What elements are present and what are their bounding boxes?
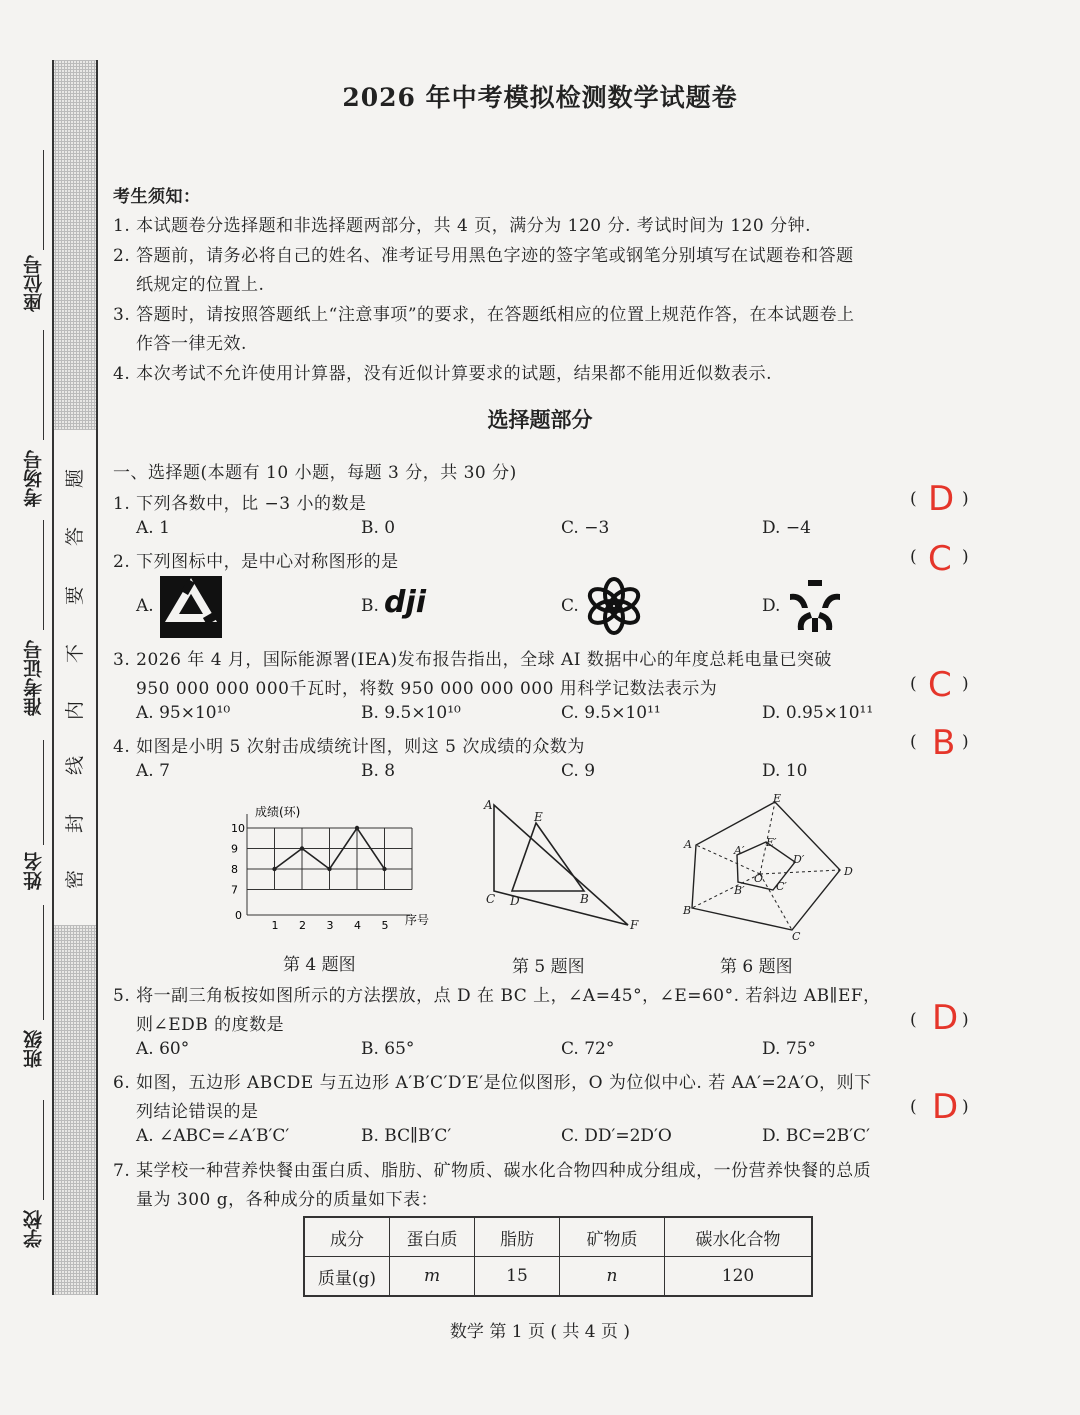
notice-line: 纸规定的位置上. [136, 275, 265, 295]
answer-paren: ) [962, 674, 969, 694]
fig4-point [327, 867, 331, 871]
fig5-label: A [484, 798, 493, 812]
answer-paren: ( [910, 547, 917, 567]
figure-6-pentagons [680, 790, 860, 945]
option: A. 95×10¹⁰ [136, 703, 231, 723]
answer-paren: ) [962, 732, 969, 752]
figure-4-line-chart [225, 800, 440, 935]
figure-caption: 第 6 题图 [720, 957, 793, 977]
seal-char: 密 [64, 869, 87, 890]
option: C. [561, 596, 579, 616]
fig5-label: B [580, 892, 589, 906]
question-stem: 3. 2026 年 4 月，国际能源署(IEA)发布报告指出，全球 AI 数据中心的年度总耗电量已突破 [113, 650, 832, 670]
seat-rule [43, 150, 44, 250]
option: C. −3 [561, 518, 610, 538]
option: C. DD′=2D′O [561, 1126, 672, 1146]
notice-line: 4. 本次考试不允许使用计算器，没有近似计算要求的试题，结果都不能用近似数表示. [113, 364, 773, 384]
seal-char: 要 [64, 585, 87, 606]
fig4-y-tick: 0 [235, 909, 242, 922]
option: B. [361, 596, 379, 616]
binding-line [52, 60, 54, 1295]
table-row [304, 1257, 812, 1297]
nutrition-table [303, 1216, 813, 1297]
fig5-label: C [486, 892, 496, 906]
figure-caption: 第 5 题图 [512, 957, 585, 977]
fig5-label: E [534, 810, 543, 824]
answer-paren: ( [910, 732, 917, 752]
option: A. ∠ABC=∠A′B′C′ [136, 1126, 290, 1146]
question-stem: 则∠EDB 的度数是 [136, 1015, 285, 1035]
binding-pattern-bottom [52, 925, 98, 1295]
table-header-cell: 蛋白质 [390, 1217, 475, 1257]
part-heading: 一、选择题(本题有 10 小题，每题 3 分，共 30 分) [113, 463, 517, 483]
option: B. 9.5×10¹⁰ [361, 703, 461, 723]
seat-number-label: 座位号 [23, 255, 45, 312]
table-cell: 120 [665, 1257, 813, 1297]
option: C. 72° [561, 1039, 615, 1059]
fig4-point [272, 867, 276, 871]
fig4-x-tick: 3 [326, 919, 334, 932]
fig4-y-tick: 7 [231, 883, 238, 897]
seal-char: 答 [64, 526, 87, 547]
answer-paren: ( [910, 489, 917, 509]
option: C. 9.5×10¹¹ [561, 703, 661, 723]
question-stem: 2. 下列图标中，是中心对称图形的是 [113, 552, 399, 572]
fig6-label: B [683, 904, 692, 917]
table-cell: n [560, 1257, 665, 1297]
question-stem: 1. 下列各数中，比 −3 小的数是 [113, 494, 367, 514]
table-header-cell: 碳水化合物 [665, 1217, 813, 1257]
binding-line-inner [96, 60, 98, 1295]
question-stem: 5. 将一副三角板按如图所示的方法摆放，点 D 在 BC 上，∠A=45°，∠E=60°. 若斜边 AB∥EF， [113, 986, 881, 1006]
handwritten-answer: B [932, 723, 956, 763]
fig4-y-tick: 10 [231, 822, 245, 835]
exam-room-label: 考场号 [23, 450, 45, 507]
notice-line: 3. 答题时，请按照答题纸上“注意事项”的要求，在答题纸相应的位置上规范作答，在本试题卷上 [113, 305, 855, 325]
page-title: 2026 年中考模拟检测数学试题卷 [342, 83, 738, 112]
handwritten-answer: D [928, 479, 955, 519]
school-label: 学校 [23, 1210, 45, 1248]
question-stem: 6. 如图，五边形 ABCDE 与五边形 A′B′C′D′E′是位似图形，O 为位似中心. 若 AA′=2A′O，则下 [113, 1073, 872, 1093]
school-rule [43, 1100, 44, 1200]
option: D. 75° [762, 1039, 816, 1059]
answer-paren: ) [962, 1010, 969, 1030]
fig4-x-tick: 4 [354, 919, 361, 932]
fig6-label: D′ [793, 853, 805, 866]
ticket-number-label: 准考证号 [23, 640, 45, 716]
fig4-point [355, 826, 359, 830]
fig4-y-label: 成绩(环) [255, 805, 301, 819]
page-footer: 数学 第 1 页 ( 共 4 页 ) [449, 1322, 631, 1342]
question-stem: 量为 300 g，各种成分的质量如下表： [136, 1190, 439, 1210]
fig4-point [300, 846, 304, 850]
option: B. 8 [361, 761, 396, 781]
fig4-x-label: 序号 [405, 913, 430, 927]
answer-paren: ) [962, 489, 969, 509]
fig6-label: C [792, 930, 801, 943]
handwritten-answer: C [928, 539, 952, 579]
seal-char: 题 [64, 468, 87, 489]
table-cell: 15 [475, 1257, 560, 1297]
fig6-label: D [844, 865, 853, 878]
option: B. BC∥B′C′ [361, 1126, 452, 1146]
figure-caption: 第 4 题图 [283, 955, 356, 975]
table-header-cell: 脂肪 [475, 1217, 560, 1257]
fig4-x-tick: 1 [271, 919, 279, 932]
class-rule [43, 905, 44, 1020]
fig4-x-tick: 5 [381, 919, 389, 932]
table-cell: 质量(g) [304, 1257, 390, 1297]
fig5-label: F [630, 918, 639, 932]
fig6-label: B′ [734, 884, 745, 897]
notice-line: 1. 本试题卷分选择题和非选择题两部分，共 4 页，满分为 120 分. 考试时间为 120 分钟. [113, 216, 811, 236]
seal-char: 不 [64, 643, 87, 664]
icon-option-b [384, 586, 444, 622]
fig4-y-tick: 8 [231, 863, 238, 876]
answer-paren: ( [910, 1010, 917, 1030]
ticket-rule [43, 520, 44, 630]
option: D. −4 [762, 518, 811, 538]
seal-char: 内 [64, 700, 87, 721]
option: A. [136, 596, 154, 616]
fig6-label: C′ [776, 880, 787, 893]
fig4-x-tick: 2 [299, 919, 306, 932]
option: B. 0 [361, 518, 396, 538]
fig5-label: D [510, 894, 520, 908]
seal-char: 封 [64, 813, 87, 834]
option: D. [762, 596, 781, 616]
question-stem: 4. 如图是小明 5 次射击成绩统计图，则这 5 次成绩的众数为 [113, 737, 585, 757]
option: C. 9 [561, 761, 596, 781]
table-cell: m [390, 1257, 475, 1297]
fig6-label: E [773, 792, 782, 805]
fig6-label: O [754, 872, 764, 885]
question-stem: 列结论错误的是 [136, 1102, 259, 1122]
option: B. 65° [361, 1039, 415, 1059]
handwritten-answer: D [932, 998, 959, 1038]
class-label: 班级 [23, 1030, 45, 1068]
option: D. 10 [762, 761, 808, 781]
name-rule [43, 740, 44, 845]
icon-option-d [786, 578, 844, 634]
figure-5-triangles [478, 797, 648, 937]
option: D. 0.95×10¹¹ [762, 703, 874, 723]
table-row [304, 1217, 812, 1257]
answer-paren: ( [910, 1097, 917, 1117]
option: D. BC=2B′C′ [762, 1126, 870, 1146]
table-header-cell: 成分 [304, 1217, 390, 1257]
section-title: 选择题部分 [487, 407, 593, 432]
name-label: 姓名 [23, 852, 45, 890]
fig4-point [382, 867, 386, 871]
notice-line: 作答一律无效. [136, 334, 247, 354]
binding-pattern-top [52, 60, 98, 430]
option: A. 7 [136, 761, 170, 781]
answer-paren: ( [910, 674, 917, 694]
handwritten-answer: C [928, 665, 952, 705]
table-header-cell: 矿物质 [560, 1217, 665, 1257]
seal-char: 线 [64, 755, 87, 776]
icon-option-c [584, 576, 644, 636]
fig4-y-tick: 9 [231, 842, 238, 856]
notice-line: 2. 答题前，请务必将自己的姓名、准考证号用黑色字迹的签字笔或钢笔分别填写在试题卷和答题 [113, 246, 854, 266]
svg-text:dji: dji [384, 586, 427, 620]
fig6-label: A′ [734, 844, 745, 857]
question-stem: 950 000 000 000千瓦时，将数 950 000 000 000 用科学记数法表示为 [136, 679, 718, 699]
icon-option-a [160, 576, 222, 638]
fig6-label: E′ [766, 836, 777, 849]
question-stem: 7. 某学校一种营养快餐由蛋白质、脂肪、矿物质、碳水化合物四种成分组成，一份营养快餐的总质 [113, 1161, 872, 1181]
notice-heading: 考生须知： [113, 187, 201, 207]
option: A. 1 [136, 518, 170, 538]
answer-paren: ) [962, 547, 969, 567]
answer-paren: ) [962, 1097, 969, 1117]
handwritten-answer: D [932, 1087, 959, 1127]
option: A. 60° [136, 1039, 190, 1059]
fig6-label: A [684, 838, 692, 851]
